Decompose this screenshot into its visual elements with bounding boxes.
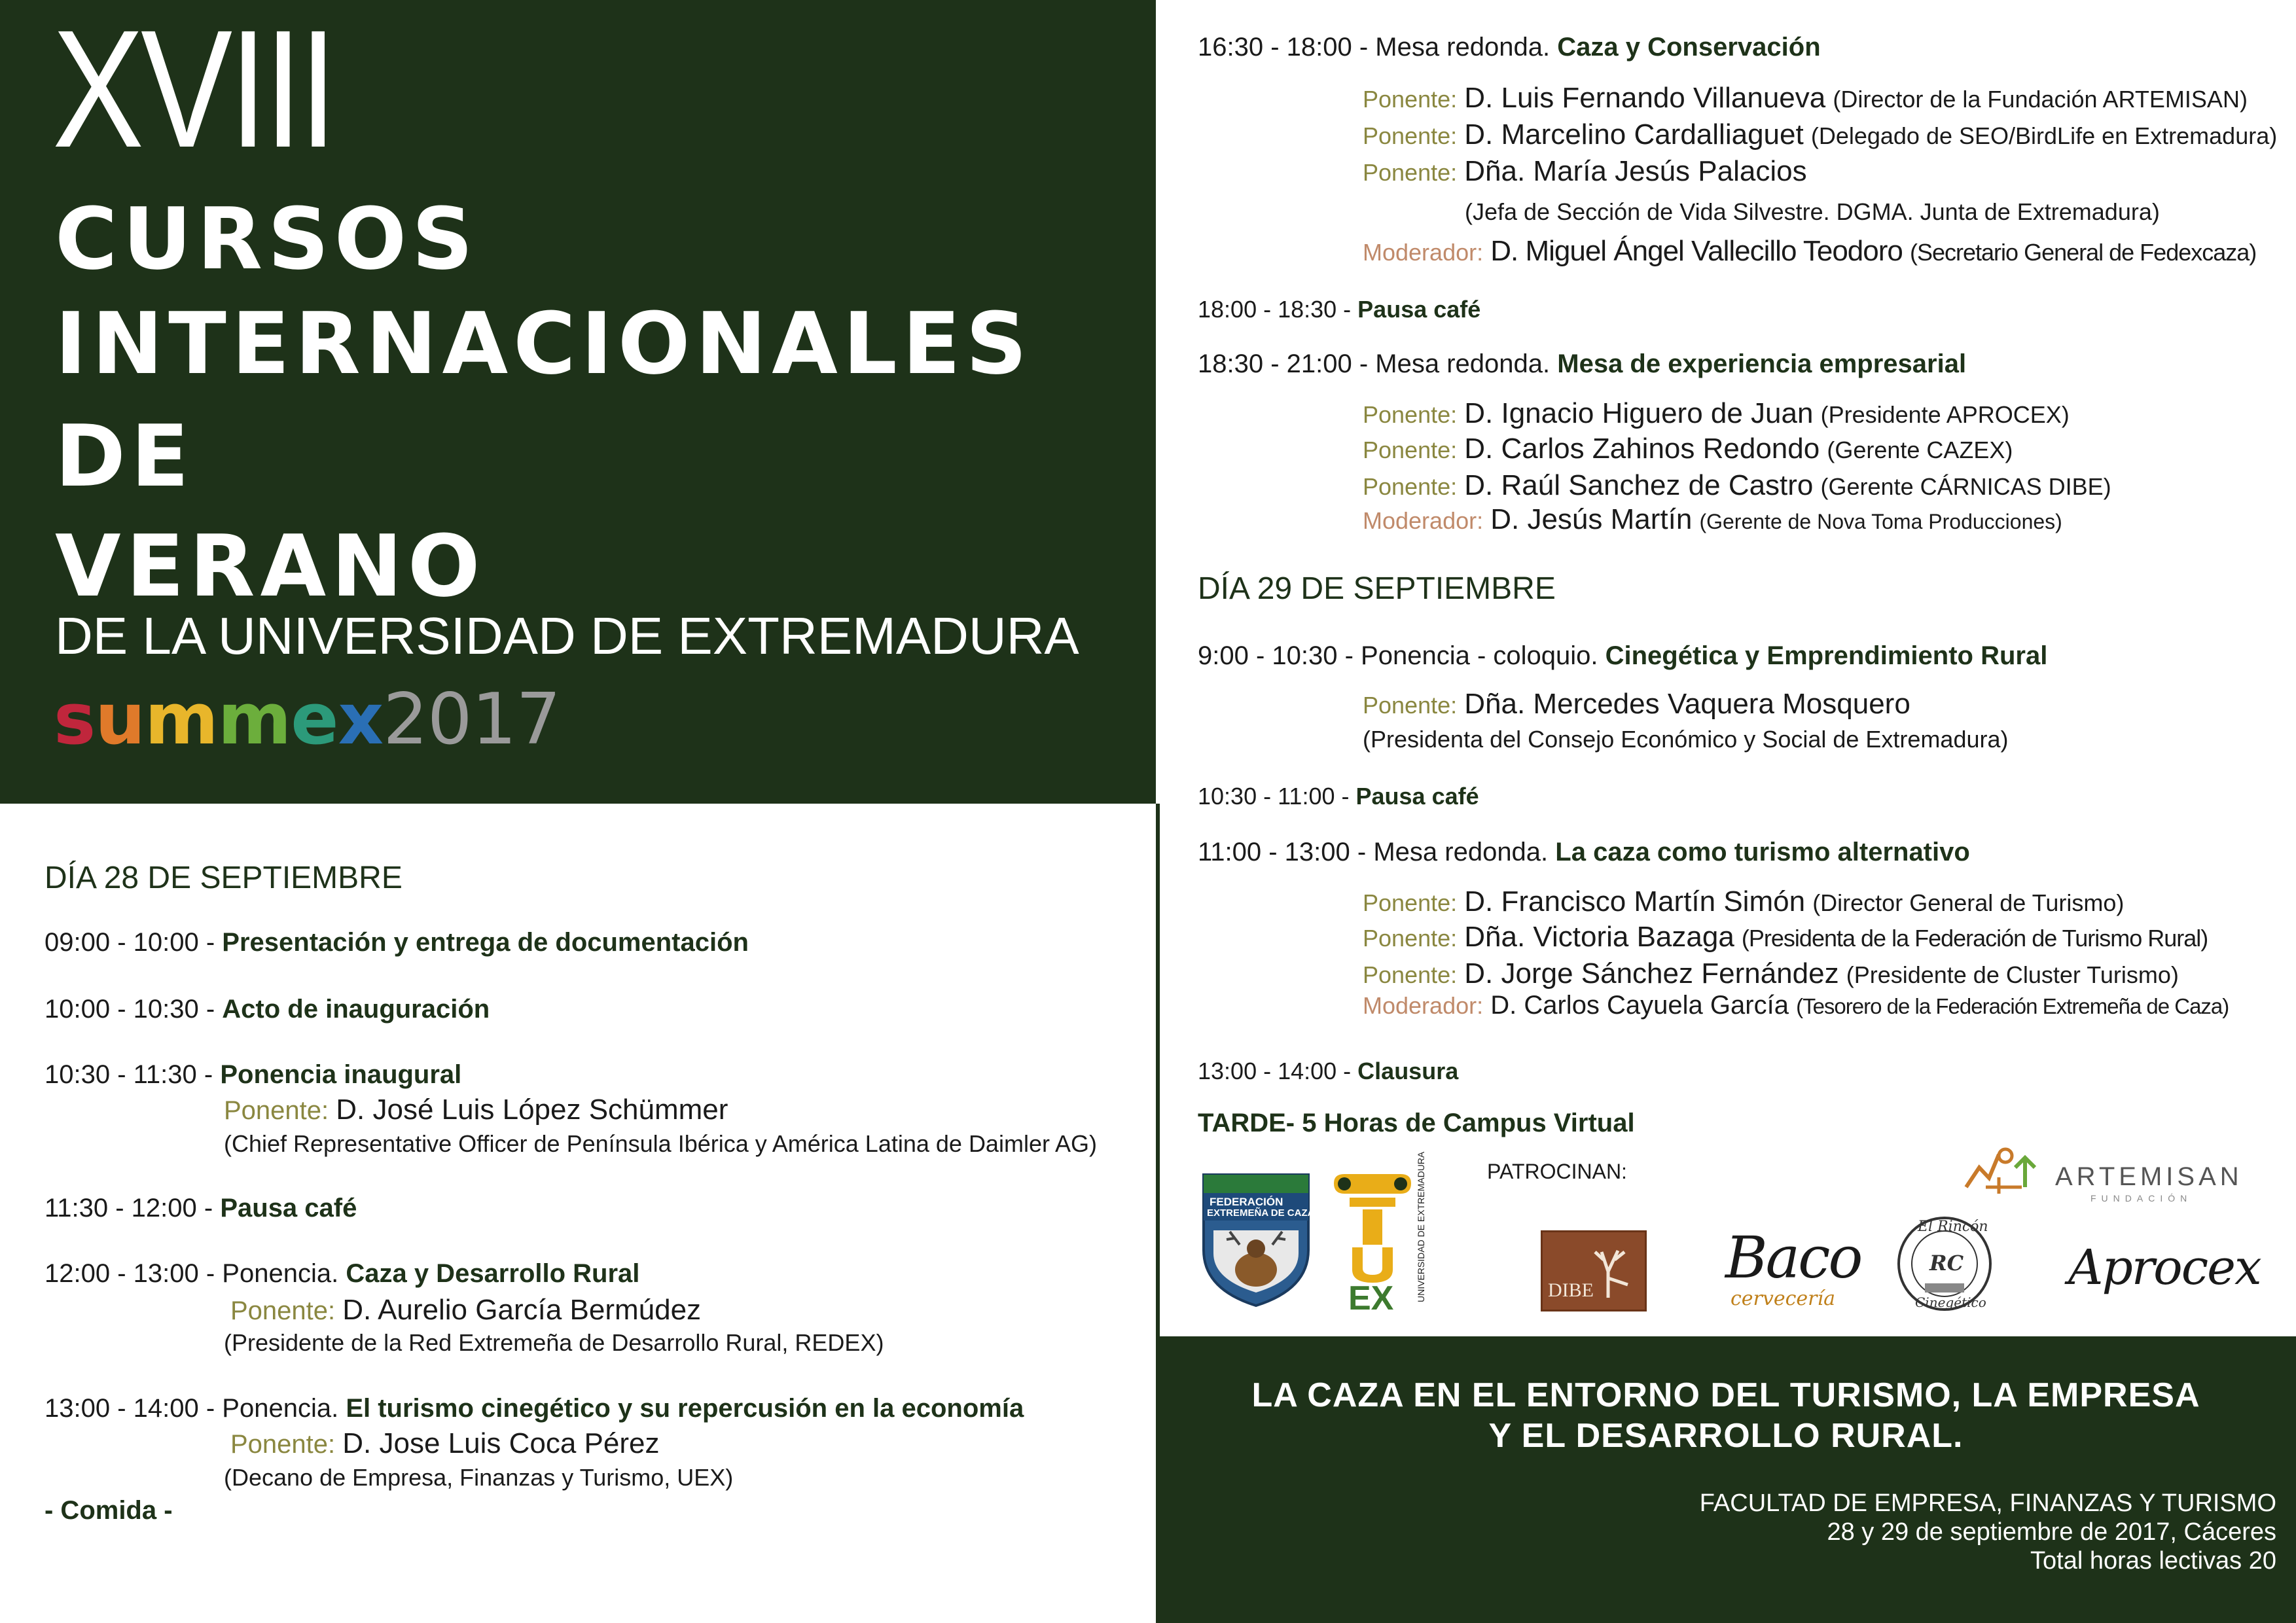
- speaker-line: Ponente: D. Marcelino Cardalliaguet (Delegado de SEO/BirdLife en Extremadura): [1363, 118, 2278, 151]
- title-line-cursos: CURSOS: [55, 189, 478, 289]
- speaker-detail: (Chief Representative Officer de Península Ibérica y América Latina de Daimler AG): [224, 1130, 1097, 1157]
- moderator-line: Moderador: D. Miguel Ángel Vallecillo Teodoro (Secretario General de Fedexcaza): [1363, 235, 2257, 267]
- artemisan-subtext: FUNDACIÓN: [2090, 1193, 2193, 1204]
- aprocex-logo: Aprocex: [2068, 1240, 2261, 1296]
- brand-letter: x: [338, 679, 384, 760]
- speaker-detail: (Presidenta del Consejo Económico y Social de Extremadura): [1363, 726, 2009, 753]
- schedule-item: 13:00 - 14:00 - Ponencia. El turismo cinegético y su repercusión en la economía: [45, 1394, 1024, 1423]
- uex-logo: [1330, 1151, 1435, 1317]
- title-line-verano: VERANO: [55, 516, 486, 616]
- uex-vertical-text: UNIVERSIDAD DE EXTREMADURA: [1416, 1151, 1426, 1302]
- speaker-detail: (Decano de Empresa, Finanzas y Turismo, UEX): [224, 1464, 734, 1491]
- artemisan-logo: [1960, 1141, 2243, 1207]
- venue-dates: 28 y 29 de septiembre de 2017, Cáceres: [1827, 1518, 2276, 1546]
- uex-text: EX: [1348, 1279, 1394, 1317]
- speaker-line: Ponente: D. Luis Fernando Villanueva (Director de la Fundación ARTEMISAN): [1363, 82, 2248, 114]
- speaker-line: Ponente: D. Jorge Sánchez Fernández (Presidente de Cluster Turismo): [1363, 957, 2179, 990]
- speaker-line: Ponente: Dña. María Jesús Palacios: [1363, 155, 1807, 187]
- rincon-cinegetico-logo: [1895, 1215, 1994, 1313]
- rincon-top-text: El Rincón: [1918, 1219, 1988, 1235]
- schedule-item: 18:30 - 21:00 - Mesa redonda. Mesa de experiencia empresarial: [1198, 349, 1967, 378]
- schedule-item: 10:00 - 10:30 - Acto de inauguración: [45, 995, 490, 1024]
- schedule-item: 16:30 - 18:00 - Mesa redonda. Caza y Conservación: [1198, 33, 1821, 62]
- brand-letter: s: [54, 679, 96, 760]
- speaker-line: Ponente: D. Jose Luis Coca Pérez: [230, 1427, 660, 1459]
- title-line-internacionales: INTERNACIONALES: [55, 294, 1033, 393]
- brand-letter: m: [217, 679, 291, 760]
- schedule-item: 09:00 - 10:00 - Presentación y entrega de documentación: [45, 928, 749, 957]
- artemisan-text: ARTEMISAN: [2055, 1162, 2243, 1191]
- baco-logo: [1725, 1224, 1861, 1315]
- moderator-line: Moderador: D. Carlos Cayuela García (Tesorero de la Federación Extremeña de Caza): [1363, 991, 2229, 1020]
- speaker-line: Ponente: Dña. Mercedes Vaquera Mosquero: [1363, 688, 1910, 720]
- brand-letter: m: [145, 679, 218, 760]
- brand-letter: e: [291, 679, 338, 760]
- speaker-line: Ponente: D. Aurelio García Bermúdez: [230, 1294, 702, 1326]
- shield-icon: [1200, 1171, 1315, 1309]
- fedex-caza-logo: [1200, 1171, 1315, 1309]
- schedule-item: 11:00 - 13:00 - Mesa redonda. La caza como turismo alternativo: [1198, 838, 1970, 866]
- venue-name: FACULTAD DE EMPRESA, FINANZAS Y TURISMO: [1699, 1489, 2276, 1517]
- day28-heading: DÍA 28 DE SEPTIEMBRE: [45, 861, 403, 895]
- summex-logo: [54, 679, 561, 760]
- lunch-break: - Comida -: [45, 1496, 173, 1525]
- schedule-item: 18:00 - 18:30 - Pausa café: [1198, 296, 1481, 323]
- schedule-item: 12:00 - 13:00 - Ponencia. Caza y Desarrollo Rural: [45, 1259, 640, 1288]
- schedule-item: 11:30 - 12:00 - Pausa café: [45, 1194, 357, 1222]
- footer-tagline-line1: LA CAZA EN EL ENTORNO DEL TURISMO, LA EMPRESA: [1251, 1376, 2200, 1414]
- baco-subtext: cervecería: [1731, 1287, 1835, 1310]
- fedex-line1: FEDERACIÓN: [1210, 1196, 1283, 1208]
- speaker-line: Ponente: D. Raúl Sanchez de Castro (Gerente CÁRNICAS DIBE): [1363, 469, 2111, 501]
- brand-year: 2017: [383, 679, 561, 760]
- university-subtitle: DE LA UNIVERSIDAD DE EXTREMADURA: [55, 607, 1079, 665]
- schedule-item: 10:30 - 11:00 - Pausa café: [1198, 783, 1479, 810]
- speaker-line: Ponente: D. Francisco Martín Simón (Director General de Turismo): [1363, 885, 2125, 918]
- speaker-detail: (Presidente de la Red Extremeña de Desarrollo Rural, REDEX): [224, 1329, 884, 1356]
- dibe-logo: [1541, 1230, 1647, 1311]
- rincon-bottom-text: Cinegético: [1915, 1294, 1986, 1310]
- moderator-line: Moderador: D. Jesús Martín (Gerente de Nova Toma Producciones): [1363, 503, 2062, 535]
- artemisan-icon: [1960, 1141, 2045, 1200]
- fedex-line2: EXTREMEÑA DE CAZA: [1207, 1207, 1315, 1219]
- speaker-line: Ponente: D. Ignacio Higuero de Juan (Presidente APROCEX): [1363, 397, 2070, 429]
- edition-number: XVIII: [52, 0, 334, 183]
- footer-tagline-line2: Y EL DESARROLLO RURAL.: [1488, 1417, 1964, 1455]
- speaker-line: Ponente: Dña. Victoria Bazaga (Presidenta de la Federación de Turismo Rural): [1363, 921, 2208, 953]
- schedule-item: 13:00 - 14:00 - Clausura: [1198, 1058, 1459, 1084]
- sponsors-label: PATROCINAN:: [1487, 1160, 1627, 1183]
- schedule-item: 9:00 - 10:30 - Ponencia - coloquio. Cinegética y Emprendimiento Rural: [1198, 641, 2048, 670]
- baco-text: Baco: [1725, 1224, 1861, 1291]
- brand-letter: u: [95, 679, 145, 760]
- dibe-text: DIBE: [1548, 1279, 1594, 1301]
- speaker-detail: (Jefa de Sección de Vida Silvestre. DGMA. Junta de Extremadura): [1465, 198, 2160, 225]
- rincon-mid-text: RC: [1929, 1251, 1964, 1275]
- total-hours: Total horas lectivas 20: [2030, 1547, 2276, 1575]
- day29-heading: DÍA 29 DE SEPTIEMBRE: [1198, 571, 1556, 606]
- speaker-line: Ponente: D. José Luis López Schümmer: [224, 1094, 728, 1126]
- campus-virtual-note: TARDE- 5 Horas de Campus Virtual: [1198, 1109, 1635, 1137]
- hero-banner: [0, 0, 1156, 804]
- schedule-item: 10:30 - 11:30 - Ponencia inaugural: [45, 1060, 462, 1089]
- speaker-line: Ponente: D. Carlos Zahinos Redondo (Gerente CAZEX): [1363, 433, 2013, 465]
- title-line-de: DE: [55, 406, 194, 506]
